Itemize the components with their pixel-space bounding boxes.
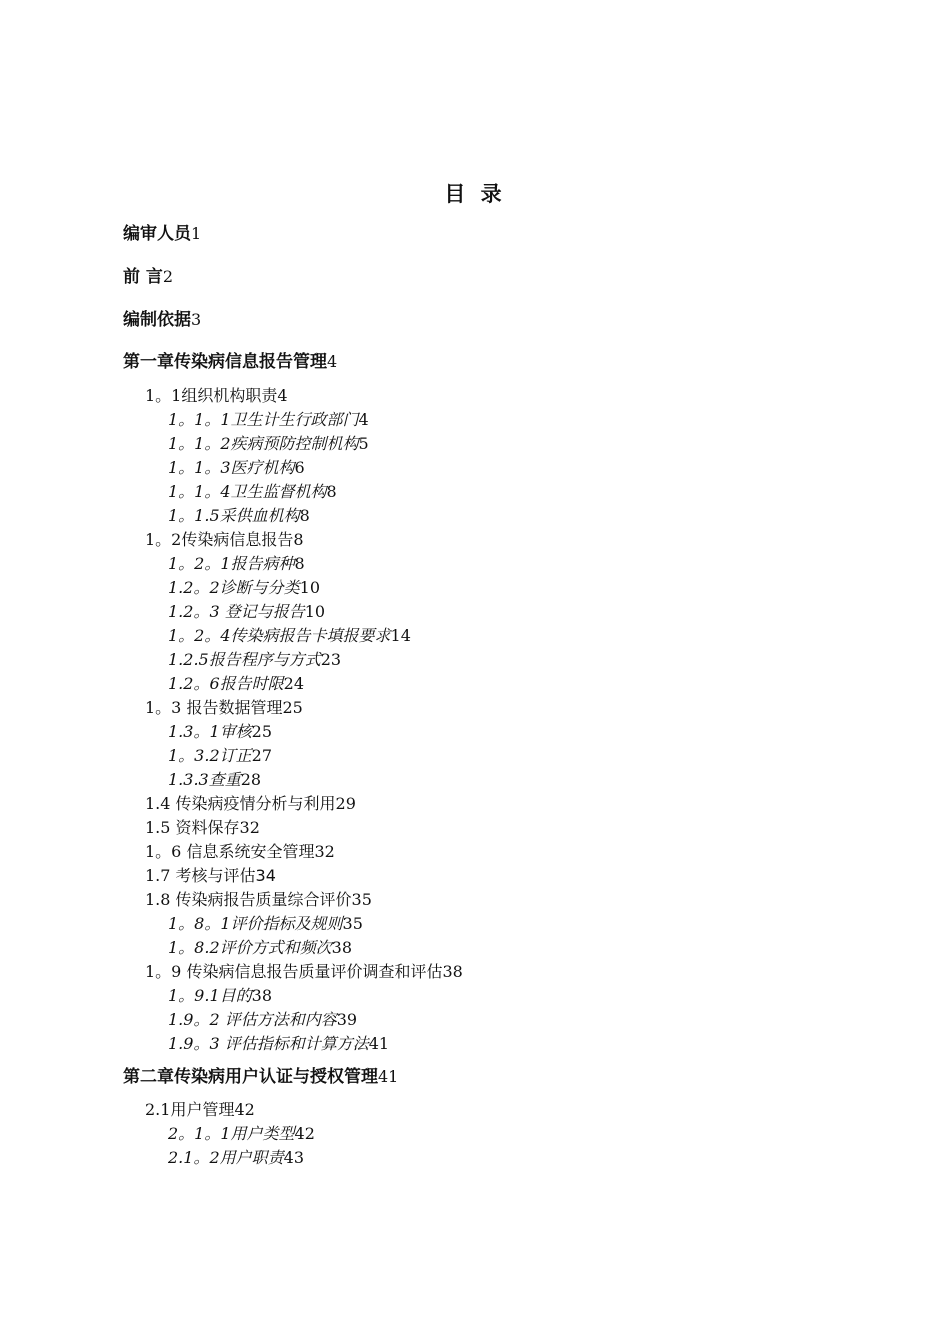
toc-entry-page-number: 34 <box>255 866 276 885</box>
toc-entry-level-3[interactable] <box>168 578 320 598</box>
toc-entry-level-2[interactable] <box>145 866 276 886</box>
toc-entry-text: 1。9 传染病信息报告质量评价调查和评估 <box>145 962 443 981</box>
toc-entry-level-2[interactable] <box>145 962 463 982</box>
toc-entry-level-2[interactable] <box>145 842 335 862</box>
toc-entry-level-2[interactable] <box>145 698 303 718</box>
toc-entry-page-number: 35 <box>342 914 363 933</box>
toc-entry-page-number: 38 <box>331 938 352 957</box>
toc-entry-page-number: 10 <box>304 602 326 621</box>
toc-entry-text: 1.5 资料保存 <box>145 818 240 837</box>
toc-entry-level-3[interactable] <box>168 626 411 646</box>
toc-entry-text: 1。8。1评价指标及规则 <box>168 914 343 933</box>
toc-entry-page-number: 42 <box>294 1124 315 1143</box>
toc-entry-text: 1。1组织机构职责 <box>145 386 278 405</box>
toc-entry-level-3[interactable] <box>168 986 272 1006</box>
toc-title: 目 录 <box>444 182 506 206</box>
toc-entry-text: 1。1。1卫生计生行政部门 <box>168 410 359 429</box>
toc-entry-page-number: 29 <box>335 794 356 813</box>
toc-entry-text: 前 言 <box>123 267 163 287</box>
toc-entry-level-3[interactable] <box>168 482 337 502</box>
toc-entry-text: 1.7 考核与评估 <box>145 866 256 885</box>
toc-entry-level-3[interactable] <box>168 938 352 958</box>
toc-entry-page-number: 10 <box>299 578 320 597</box>
toc-entry-level-3[interactable] <box>168 746 272 766</box>
toc-entry-page-number: 35 <box>351 890 372 909</box>
toc-entry-page-number: 41 <box>378 1067 399 1086</box>
toc-entry-text: 2.1用户管理 <box>145 1100 235 1119</box>
toc-entry-text: 1。6 信息系统安全管理 <box>145 842 315 861</box>
toc-entry-level-1[interactable] <box>123 1067 398 1087</box>
toc-entry-page-number: 4 <box>277 386 288 405</box>
toc-entry-level-2[interactable] <box>145 890 372 910</box>
toc-entry-level-3[interactable] <box>168 770 261 790</box>
toc-entry-text: 第二章传染病用户认证与授权管理 <box>123 1067 378 1087</box>
toc-entry-text: 编制依据 <box>123 310 191 330</box>
toc-entry-level-3[interactable] <box>168 410 369 430</box>
toc-entry-text: 1。3 报告数据管理 <box>145 698 283 717</box>
toc-entry-level-1[interactable] <box>123 352 337 372</box>
toc-entry-page-number: 39 <box>336 1010 358 1029</box>
toc-entry-level-1[interactable] <box>123 267 173 287</box>
toc-entry-page-number: 8 <box>293 530 304 549</box>
toc-entry-text: 1.8 传染病报告质量综合评价 <box>145 890 352 909</box>
toc-entry-page-number: 14 <box>390 626 411 645</box>
toc-entry-text: 1。1。4卫生监督机构 <box>168 482 327 501</box>
toc-entry-page-number: 42 <box>234 1100 255 1119</box>
toc-entry-text: 1。1。3医疗机构 <box>168 458 295 477</box>
toc-entry-level-3[interactable] <box>168 458 305 478</box>
toc-entry-level-3[interactable] <box>168 1010 357 1030</box>
toc-entry-level-1[interactable] <box>123 224 201 244</box>
toc-entry-text: 编审人员 <box>123 224 191 244</box>
toc-entry-text: 1。3.2订正 <box>168 746 252 765</box>
toc-entry-page-number: 38 <box>251 986 272 1005</box>
toc-entry-text: 2.1。2用户职责 <box>168 1148 284 1167</box>
toc-entry-level-3[interactable] <box>168 1124 315 1144</box>
toc-entry-level-3[interactable] <box>168 434 369 454</box>
toc-entry-level-2[interactable] <box>145 1100 255 1120</box>
toc-entry-page-number: 28 <box>240 770 262 789</box>
toc-entry-text: 1。2。4传染病报告卡填报要求 <box>168 626 391 645</box>
toc-entry-level-3[interactable] <box>168 1034 389 1054</box>
toc-entry-page-number: 32 <box>239 818 260 837</box>
toc-entry-level-3[interactable] <box>168 674 304 694</box>
toc-entry-level-2[interactable] <box>145 530 304 550</box>
toc-entry-text: 1.2。2诊断与分类 <box>168 578 300 597</box>
toc-entry-text: 1。1。2疾病预防控制机构 <box>168 434 359 453</box>
toc-entry-page-number: 6 <box>294 458 305 477</box>
toc-entry-page-number: 41 <box>368 1034 390 1053</box>
toc-entry-page-number: 32 <box>314 842 335 861</box>
toc-entry-text: 1.2。3 登记与报告 <box>168 602 305 621</box>
toc-entry-level-2[interactable] <box>145 386 288 406</box>
toc-entry-page-number: 27 <box>251 746 272 765</box>
toc-entry-level-2[interactable] <box>145 818 260 838</box>
toc-entry-level-3[interactable] <box>168 506 310 526</box>
toc-entry-page-number: 1 <box>191 224 202 243</box>
toc-entry-page-number: 4 <box>327 352 338 371</box>
toc-entry-page-number: 2 <box>162 267 174 286</box>
toc-entry-text: 1。9.1目的 <box>168 986 252 1005</box>
toc-entry-page-number: 8 <box>294 554 305 573</box>
toc-entry-level-3[interactable] <box>168 650 341 670</box>
toc-entry-page-number: 5 <box>358 434 369 453</box>
toc-entry-text: 1.2。6报告时限 <box>168 674 284 693</box>
toc-entry-level-3[interactable] <box>168 914 363 934</box>
toc-entry-text: 1.3.3查重 <box>168 770 241 789</box>
toc-entry-text: 1.3。1审核 <box>168 722 252 741</box>
toc-entry-text: 1。1.5采供血机构 <box>168 506 300 525</box>
toc-entry-page-number: 24 <box>283 674 304 693</box>
toc-entry-text: 1.4 传染病疫情分析与利用 <box>145 794 336 813</box>
toc-entry-page-number: 25 <box>251 722 272 741</box>
toc-entry-text: 2。1。1用户类型 <box>168 1124 295 1143</box>
toc-entry-text: 第一章传染病信息报告管理 <box>123 352 327 372</box>
toc-entry-page-number: 23 <box>320 650 342 669</box>
toc-entry-page-number: 25 <box>282 698 303 717</box>
toc-entry-page-number: 8 <box>326 482 337 501</box>
toc-entry-page-number: 38 <box>442 962 463 981</box>
toc-entry-level-3[interactable] <box>168 602 325 622</box>
toc-entry-page-number: 3 <box>191 310 202 329</box>
toc-entry-level-3[interactable] <box>168 554 305 574</box>
toc-entry-text: 1.9。3 评估指标和计算方法 <box>168 1034 369 1053</box>
toc-entry-level-1[interactable] <box>123 310 201 330</box>
toc-entry-page-number: 43 <box>283 1148 304 1167</box>
toc-entry-level-3[interactable] <box>168 722 272 742</box>
toc-entry-text: 1。8.2评价方式和频次 <box>168 938 332 957</box>
toc-entry-text: 1。2。1报告病种 <box>168 554 295 573</box>
toc-entry-text: 1.9。2 评估方法和内容 <box>168 1010 337 1029</box>
toc-entry-text: 1。2传染病信息报告 <box>145 530 294 549</box>
toc-entry-level-3[interactable] <box>168 1148 304 1168</box>
toc-entry-page-number: 4 <box>358 410 369 429</box>
toc-entry-level-2[interactable] <box>145 794 356 814</box>
toc-entry-text: 1.2.5报告程序与方式 <box>168 650 321 669</box>
toc-entry-page-number: 8 <box>299 506 310 525</box>
